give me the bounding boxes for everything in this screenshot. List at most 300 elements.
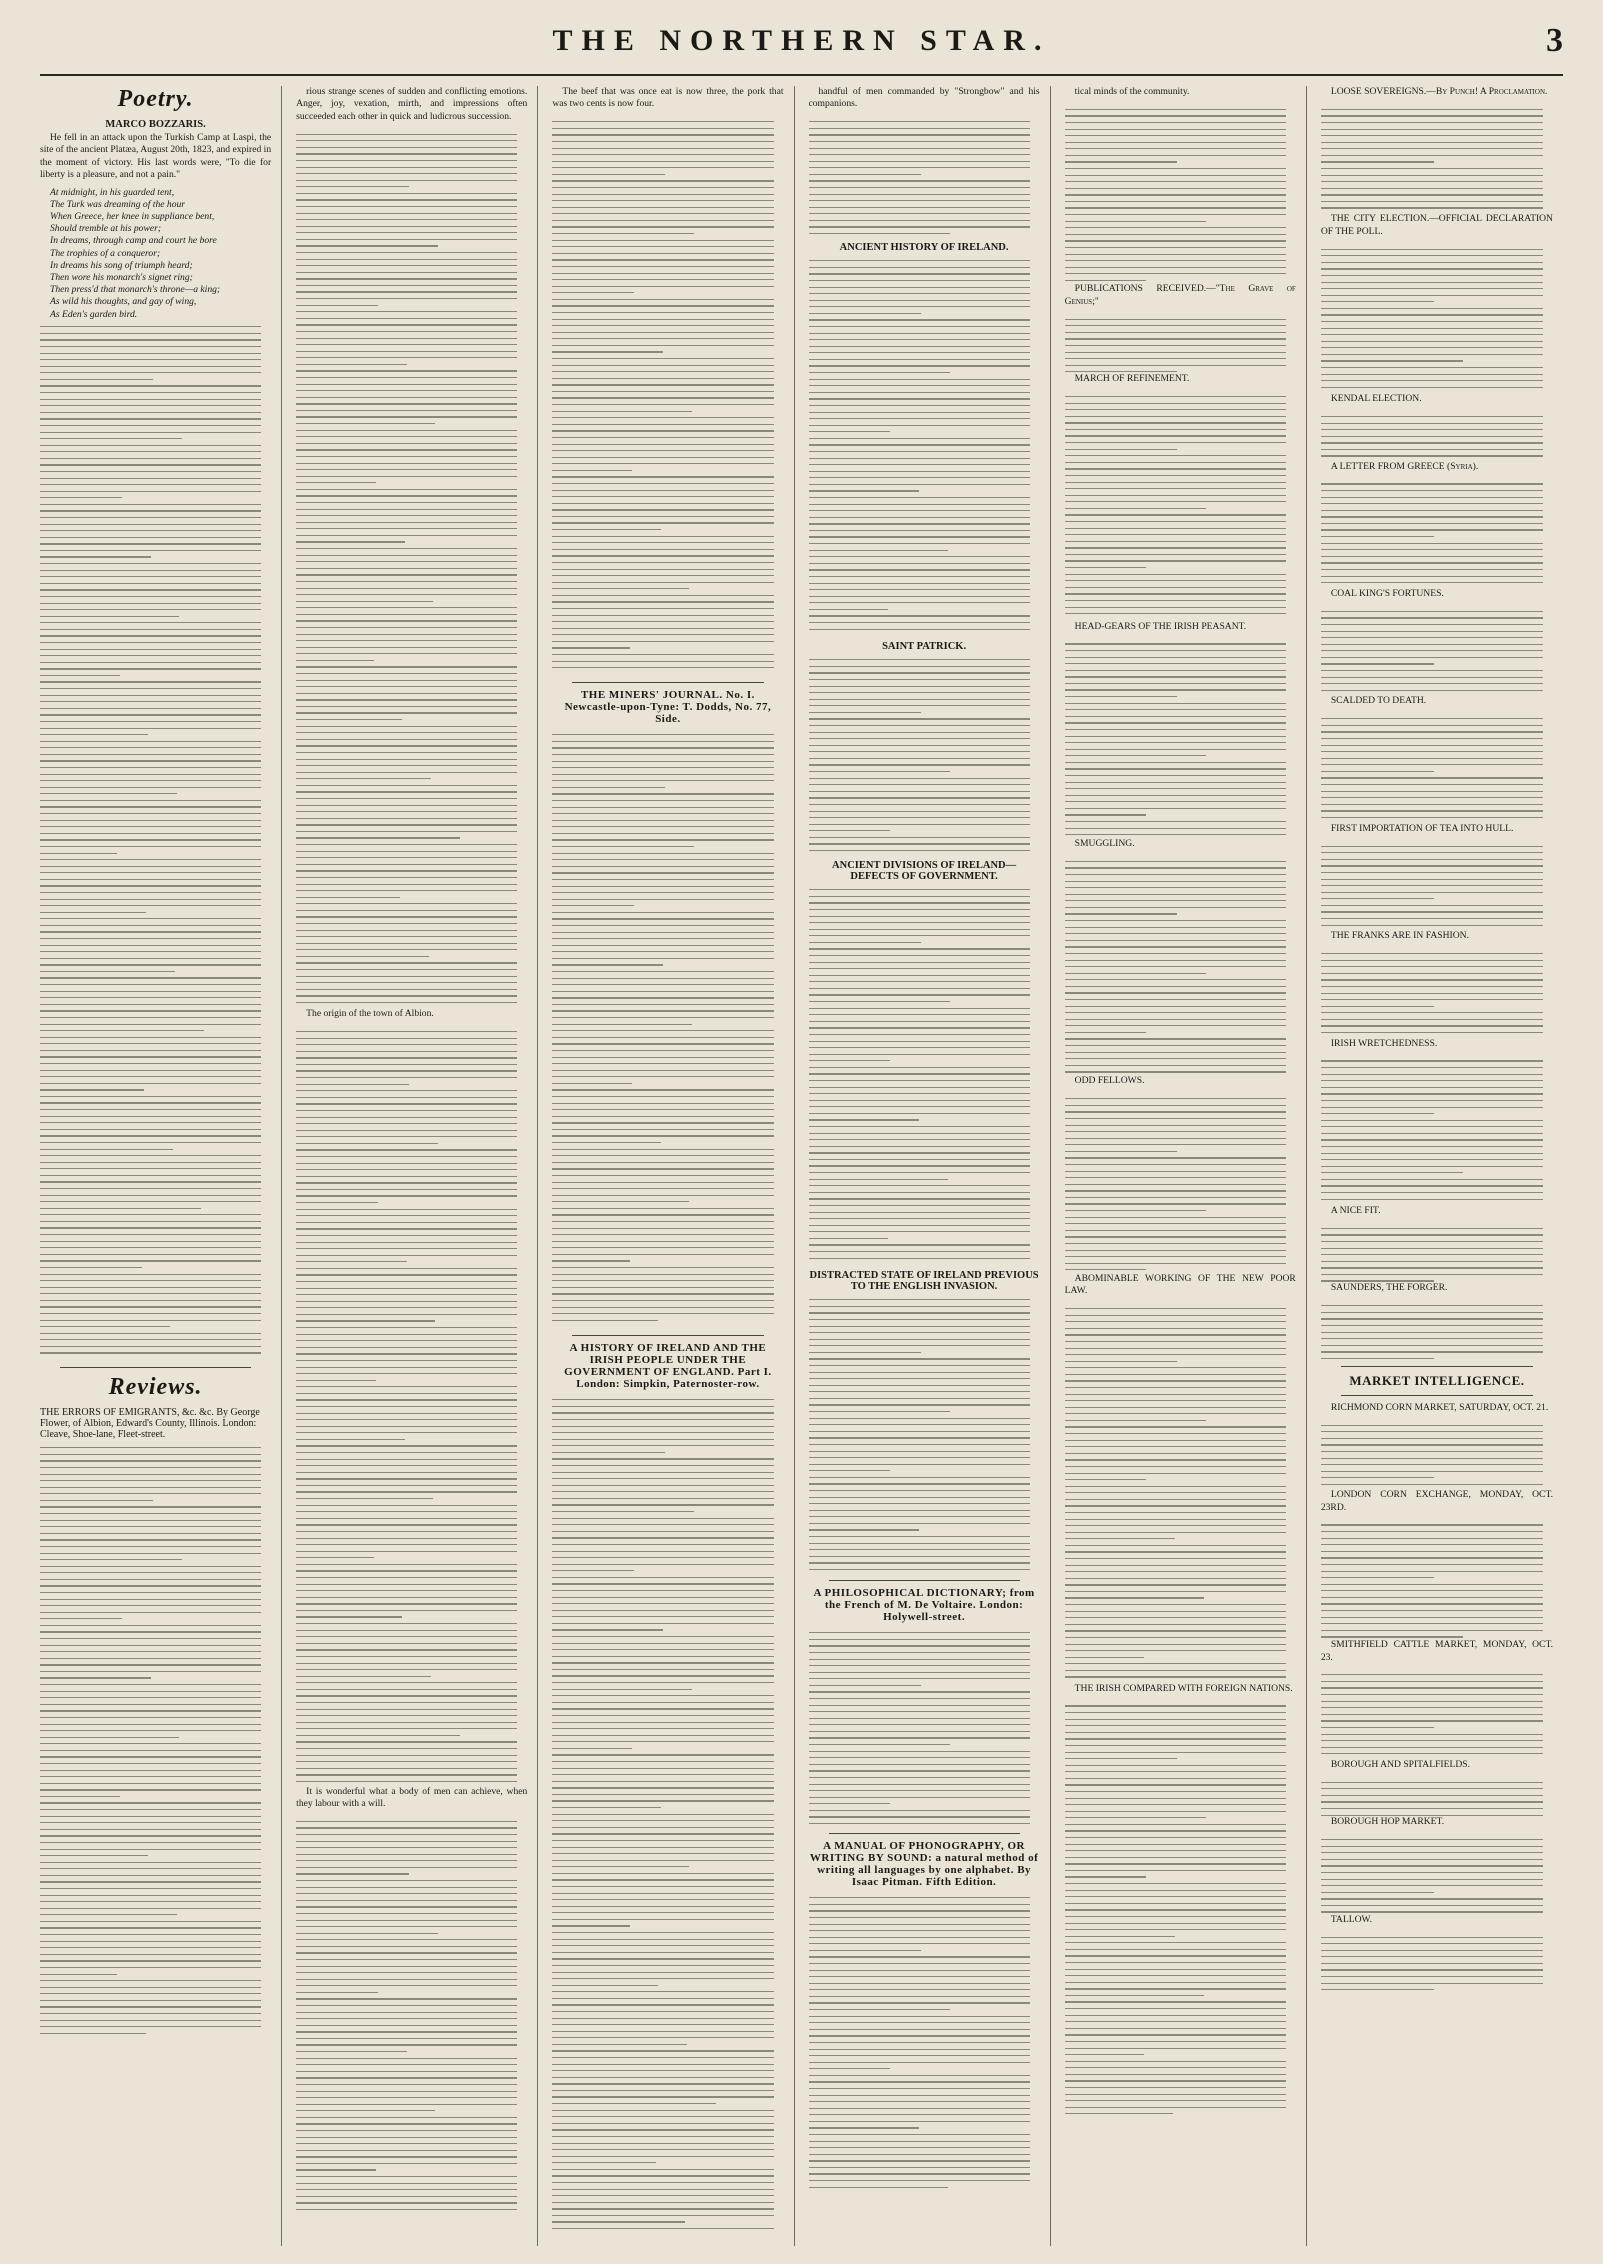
text-line [552,273,773,274]
text-line [809,1218,1030,1219]
text-lines [296,128,517,1008]
text-line [552,1787,773,1788]
text-line [1065,795,1286,796]
text-line [40,760,261,761]
text-line [1065,1844,1286,1845]
text-line [1321,135,1543,136]
text-line [40,510,261,511]
text-line [1065,1955,1286,1956]
text-line [296,1465,517,1466]
column-1 [40,86,282,2246]
text-line [1065,973,1207,974]
text-line [296,1952,517,1953]
text-line [1065,1876,1147,1877]
text-line [296,1998,517,1999]
text-line [1065,1217,1286,1218]
text-line [552,1122,773,1123]
text-line [552,2011,773,2012]
text-line [1321,1937,1543,1938]
text-line [1065,1065,1286,1066]
text-line [1065,1308,1286,1309]
text-line [296,923,517,924]
text-line [1065,1949,1286,1950]
text-line [552,404,773,405]
text-line [1065,808,1286,809]
text-line [552,1919,773,1920]
text-line [809,679,1030,680]
text-line [296,1064,517,1065]
text-line [1065,1890,1286,1891]
text-line [552,1590,773,1591]
text-line [1065,1725,1286,1726]
text-line [552,266,773,267]
text-line [1321,175,1543,176]
text-line [1065,2015,1286,2016]
text-line [296,377,517,378]
text-line [1321,1425,1543,1426]
text-line [40,642,261,643]
text-line [552,1399,773,1400]
text-line [296,811,517,812]
text-line [552,365,773,366]
text-line [809,962,1030,963]
text-line [40,1717,261,1718]
text-line [296,1163,517,1164]
text-line [40,1895,261,1896]
text-line [1065,1923,1286,1924]
text-line [1321,207,1543,208]
text-line [296,594,517,595]
text-line [809,1529,920,1530]
text-line [552,1847,773,1848]
text-line [40,1697,261,1698]
text-line [40,366,261,367]
text-line [552,1458,773,1459]
text-line [40,1868,261,1869]
text-line [40,543,261,544]
text-line [296,1551,517,1552]
text-line [809,692,1030,693]
text-line [809,1244,1030,1245]
text-line [1065,2034,1286,2035]
text-line [40,1274,261,1275]
text-line [1321,490,1543,491]
text-line [296,824,517,825]
text-line [552,1879,773,1880]
text-line [809,543,1030,544]
text-lines [1321,1300,1543,1360]
text-line [296,1636,517,1637]
text-line [552,628,773,629]
text-line [809,1358,1030,1359]
text-line [809,2022,1030,2023]
text-line [552,1945,773,1946]
news-item-heading: SMUGGLING. [1074,838,1135,850]
text-line [1065,1400,1286,1401]
text-line [1065,1230,1286,1231]
text-line [552,1030,773,1031]
text-line [296,1182,517,1183]
text-line [40,793,177,794]
text-line [552,1313,773,1314]
text-line [552,1524,773,1525]
text-line [1321,341,1543,342]
text-line [809,699,1030,700]
text-line [809,994,1030,995]
text-line [40,1691,261,1692]
history-review-heading: A HISTORY OF IRELAND AND THE IRISH PEOPLE UNDER THE GOVERNMENT OF ENGLAND. Part I. London: Simpkin, Paternoster-row. [564,1341,772,1390]
text-line [296,430,517,431]
text-line [296,1755,517,1756]
article-body [809,1627,1040,1827]
text-line [296,673,517,674]
text-line [40,1326,170,1327]
news-item-heading: LOOSE SOVEREIGNS.—By Punch! A Proclamation. [1330,86,1548,97]
text-line [1321,1067,1543,1068]
text-line [809,955,1030,956]
text-line [296,1057,517,1058]
text-line [40,425,261,426]
text-line [40,563,261,564]
text-lines [809,1627,1030,1827]
text-line [40,1142,261,1143]
text-line [40,1658,261,1659]
text-line [1321,181,1543,182]
text-line [1321,993,1543,994]
text-line [552,1168,773,1169]
text-line [1321,1872,1543,1873]
text-line [809,1238,889,1239]
text-line [296,1860,517,1861]
text-line [1321,301,1434,302]
text-line [1065,2087,1286,2088]
text-line [1321,442,1543,443]
text-line [296,2156,517,2157]
text-line [296,870,517,871]
text-line [40,1625,261,1626]
text-line [809,1797,1030,1798]
text-line [1321,1630,1543,1631]
text-line [296,1702,517,1703]
text-line [296,416,517,417]
text-line [40,333,261,334]
text-line [552,793,773,794]
text-line [552,2149,773,2150]
text-line [1321,1597,1543,1598]
text-line [1065,142,1286,143]
text-line [809,1080,1030,1081]
text-line [296,193,517,194]
text-line [552,1214,773,1215]
text-line [1321,1859,1543,1860]
text-line [1321,1179,1543,1180]
text-line [40,958,261,959]
text-line [40,1980,261,1981]
text-line [1321,556,1543,557]
text-line [296,1893,517,1894]
text-line [552,1518,773,1519]
text-lines [1321,1055,1543,1205]
text-line [1321,262,1543,263]
text-line [552,522,773,523]
text-line [1065,1367,1286,1368]
text-line [296,745,517,746]
text-line [296,1715,517,1716]
text-line [40,1208,201,1209]
poem-body: At midnight, in his guarded tent, The Turk was dreaming of the hour When Greece, her knee in suppliance bent, Should tremble at his power; In dreams, through camp and court he bore The trophies of a conqueror; In dreams his song of triumph heard; Then wore his monarch's signet ring; Then press'd that monarch's throne—a king; As wild his thoughts, and gay of wing, As Eden's garden bird. [50,186,221,320]
text-lines [809,1892,1030,2192]
text-line [1065,1071,1286,1072]
text-line [552,1195,773,1196]
text-line [40,1809,261,1810]
text-line [809,464,1030,465]
text-line [809,121,1030,122]
text-line [40,1599,261,1600]
news-item-heading: FIRST IMPORTATION OF TEA INTO HULL. [1330,822,1514,834]
text-lines [1065,391,1286,621]
text-line [296,515,517,516]
text-line [40,721,261,722]
dictionary-review-heading: A PHILOSOPHICAL DICTIONARY; from the French of M. De Voltaire. London: Holywell-street. [813,1586,1035,1623]
text-line [809,942,922,943]
text-line [809,732,1030,733]
text-line [40,1974,117,1975]
text-line [296,1682,517,1683]
text-line [40,530,261,531]
text-line [1065,1597,1204,1598]
text-line [40,622,261,623]
article-lead: rious strange scenes of sudden and conflicting emotions. Anger, joy, vexation, mirth, and impressions often succeeded each other in quick and ludicrous succession. [296,86,528,122]
text-line [296,2031,517,2032]
text-line [1321,1801,1543,1802]
text-lines [809,884,1030,1264]
text-line [296,719,402,720]
text-line [552,1472,773,1473]
text-line [809,1477,1030,1478]
text-line [296,568,517,569]
text-line [552,358,773,359]
text-line [1321,1687,1543,1688]
text-line [809,975,1030,976]
text-line [40,537,261,538]
text-line [296,1117,517,1118]
text-line [809,2101,1030,2102]
text-line [40,583,261,584]
text-line [1065,1466,1286,1467]
text-line [1321,1636,1463,1637]
text-line [1321,911,1543,912]
text-line [552,536,773,537]
text-line [40,1037,261,1038]
text-lines [552,1394,773,2234]
text-line [552,1274,773,1275]
text-line [552,800,773,801]
text-line [296,1887,517,1888]
text-line [1065,1433,1286,1434]
text-line [552,2064,773,2065]
text-line [1065,207,1286,208]
text-line [552,1010,773,1011]
text-line [296,1103,517,1104]
text-line [1065,148,1286,149]
text-line [40,1710,261,1711]
text-line [809,490,920,491]
text-line [1321,1431,1543,1432]
text-line [1321,1564,1543,1565]
text-line [552,2050,773,2051]
text-line [809,596,1030,597]
text-line [40,1513,261,1514]
text-line [296,982,517,983]
text-line [296,397,517,398]
text-line [296,2051,407,2052]
text-line [1321,1012,1543,1013]
text-line [40,728,261,729]
text-line [809,194,1030,195]
text-line [552,397,773,398]
text-line [809,817,1030,818]
text-line [296,969,517,970]
text-line [296,666,517,667]
text-line [1065,1837,1286,1838]
text-line [1321,677,1543,678]
text-line [1065,709,1286,710]
text-line [552,2077,773,2078]
text-line [1065,1019,1286,1020]
text-line [809,352,1030,353]
text-line [40,399,261,400]
text-line [40,1618,122,1619]
text-line [552,305,773,306]
news-item-heading: THE CITY ELECTION.—OFFICIAL DECLARATION OF THE POLL. [1320,213,1553,237]
text-line [809,1698,1030,1699]
text-line [296,1294,517,1295]
text-line [1065,221,1207,222]
text-line [552,2103,716,2104]
text-line [1321,1892,1434,1893]
text-line [552,938,773,939]
text-line [1321,562,1543,563]
text-line [40,418,261,419]
text-line [809,1790,1030,1791]
text-line [1065,1545,1286,1546]
text-line [296,357,517,358]
text-line [40,609,261,610]
text-line [296,2025,517,2026]
text-line [809,738,1030,739]
text-line [1321,1325,1543,1326]
text-line [296,1676,431,1677]
text-line [809,517,1030,518]
text-line [1065,175,1286,176]
text-line [809,2173,1030,2174]
text-line [1321,1451,1543,1452]
text-line [552,555,773,556]
text-line [1065,1387,1286,1388]
text-line [1321,1172,1463,1173]
text-line [809,141,1030,142]
text-line [809,2127,920,2128]
text-line [809,1816,1030,1817]
masthead [40,14,1563,76]
text-line [1321,1808,1543,1809]
text-line [809,1672,1030,1673]
text-line [809,451,1030,452]
text-line [552,233,694,234]
text-line [552,1866,689,1867]
text-line [809,1073,1030,1074]
text-line [1321,449,1543,450]
text-line [1321,334,1543,335]
text-line [1321,1332,1543,1333]
text-line [552,892,773,893]
text-line [1065,1138,1286,1139]
text-line [1065,1637,1286,1638]
text-line [40,1017,261,1018]
article-body [1321,411,1553,461]
text-line [1065,1243,1286,1244]
article-body [296,128,527,1008]
text-line [296,232,517,233]
text-line [809,686,1030,687]
article-lead: handful of men commanded by "Strongbow" and his companions. [808,86,1040,110]
text-line [296,2071,517,2072]
text-line [1321,1788,1543,1789]
text-line [40,997,261,998]
text-line [552,338,773,339]
text-line [552,1998,773,1999]
text-line [40,1306,261,1307]
text-line [552,1155,773,1156]
text-line [296,1399,517,1400]
text-line [809,2095,1030,2096]
text-line [552,1577,773,1578]
text-line [296,1669,517,1670]
text-line [552,444,773,445]
text-line [296,634,517,635]
text-line [809,174,922,175]
text-line [552,588,689,589]
text-line [1065,2107,1286,2108]
text-line [1065,1190,1286,1191]
text-line [552,1597,773,1598]
text-line [1065,455,1286,456]
text-line [1065,663,1286,664]
text-line [296,785,517,786]
text-line [1321,631,1543,632]
text-line [1321,1477,1434,1478]
text-line [40,550,261,551]
text-line [1065,1771,1286,1772]
text-line [1321,367,1543,368]
text-line [296,726,517,727]
text-line [1065,1732,1286,1733]
text-line [296,2058,517,2059]
text-line [296,305,378,306]
text-line [809,412,1030,413]
text-line [296,1531,517,1532]
text-line [809,477,1030,478]
text-line [40,1320,261,1321]
text-line [40,1993,261,1994]
text-line [40,458,261,459]
text-line [552,1689,691,1690]
text-line [1321,925,1543,926]
text-line [40,1313,261,1314]
text-line [1321,1524,1543,1525]
text-line [1321,288,1543,289]
text-line [552,1807,660,1808]
